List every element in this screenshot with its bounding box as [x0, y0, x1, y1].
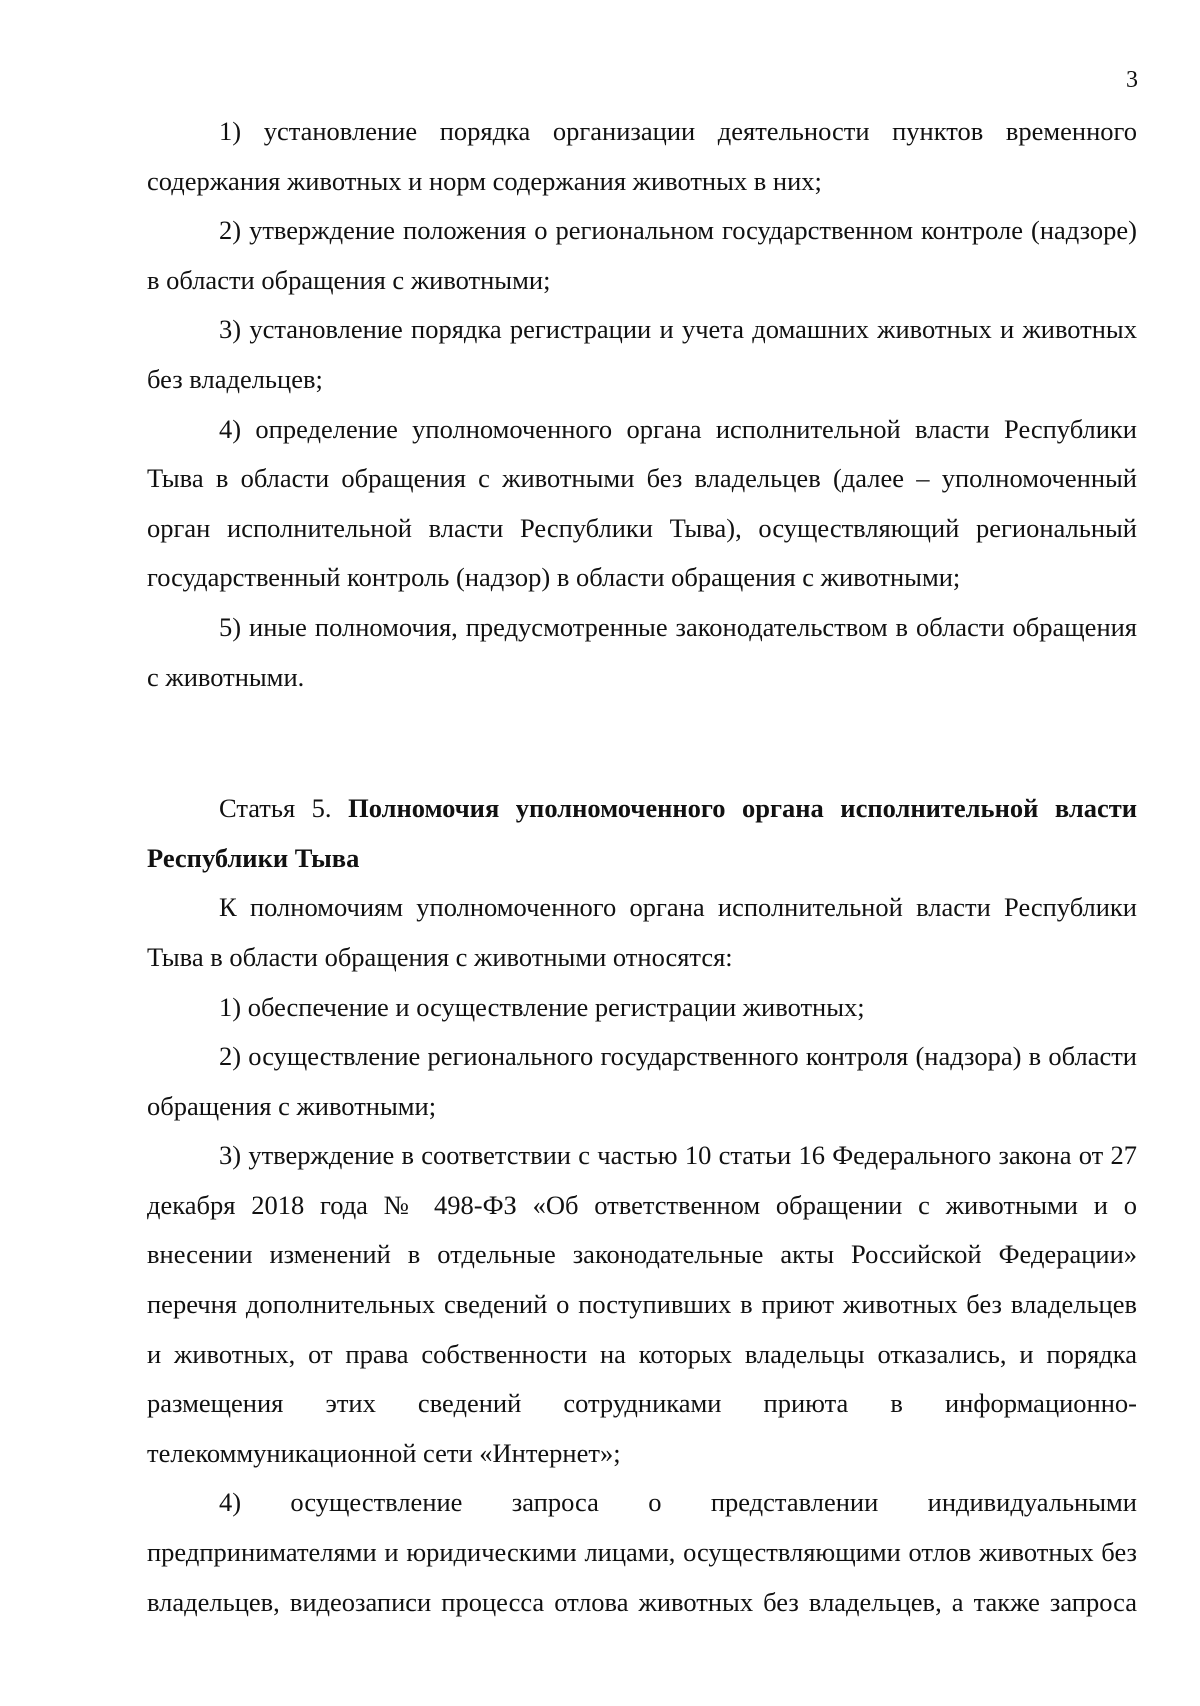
list-item: 3) утверждение в соответствии с частью 10 статьи 16 Федерального закона от 27 декабря 2018 года № 498-ФЗ «Об ответственном обращении с животными и о внесении изменений в отдельные законодательные акты Российской Федерации» перечня дополнительных сведений о поступивших в приют животных без владельцев и животных, от права собственности на которых владельцы отказались, и порядка размещения этих сведений сотрудниками приюта в информационно-телекоммуникационной сети «Интернет»;: [147, 1140, 1137, 1468]
page-number: 3: [1126, 67, 1138, 93]
article-intro: К полномочиям уполномоченного органа исполнительной власти Республики Тыва в области обращения с животными относятся:: [147, 892, 1137, 972]
article-title: Полномочия уполномоченного органа исполнительной власти Республики Тыва: [147, 793, 1137, 873]
list-item: 3) установление порядка регистрации и учета домашних животных и животных без владельцев;: [147, 314, 1137, 394]
article-label: Статья 5.: [219, 793, 332, 824]
list-item: 2) осуществление регионального государственного контроля (надзора) в области обращения с животными;: [147, 1041, 1137, 1121]
list-item: 1) обеспечение и осуществление регистрации животных;: [219, 991, 865, 1022]
document-body: [147, 107, 1137, 1627]
list-item: 4) определение уполномоченного органа исполнительной власти Республики Тыва в области обращения с животными без владельцев (далее – уполномоченный орган исполнительной власти Республики Тыва), осуществляющий региональный государственный контроль (надзор) в области обращения с животными;: [147, 413, 1137, 593]
list-item: 4) осуществление запроса о представлении индивидуальными предпринимателями и юридическими лицами, осуществляющими отлов животных без владельцев, видеозаписи процесса отлова животных без владельцев, а также запроса: [147, 1487, 1137, 1617]
list-item: 2) утверждение положения о региональном государственном контроле (надзоре) в области обращения с животными;: [147, 215, 1137, 295]
list-item: 1) установление порядка организации деятельности пунктов временного содержания животных и норм содержания животных в них;: [147, 116, 1137, 196]
article-heading: [147, 784, 1137, 883]
list-item: 5) иные полномочия, предусмотренные законодательством в области обращения с животными.: [147, 611, 1137, 692]
